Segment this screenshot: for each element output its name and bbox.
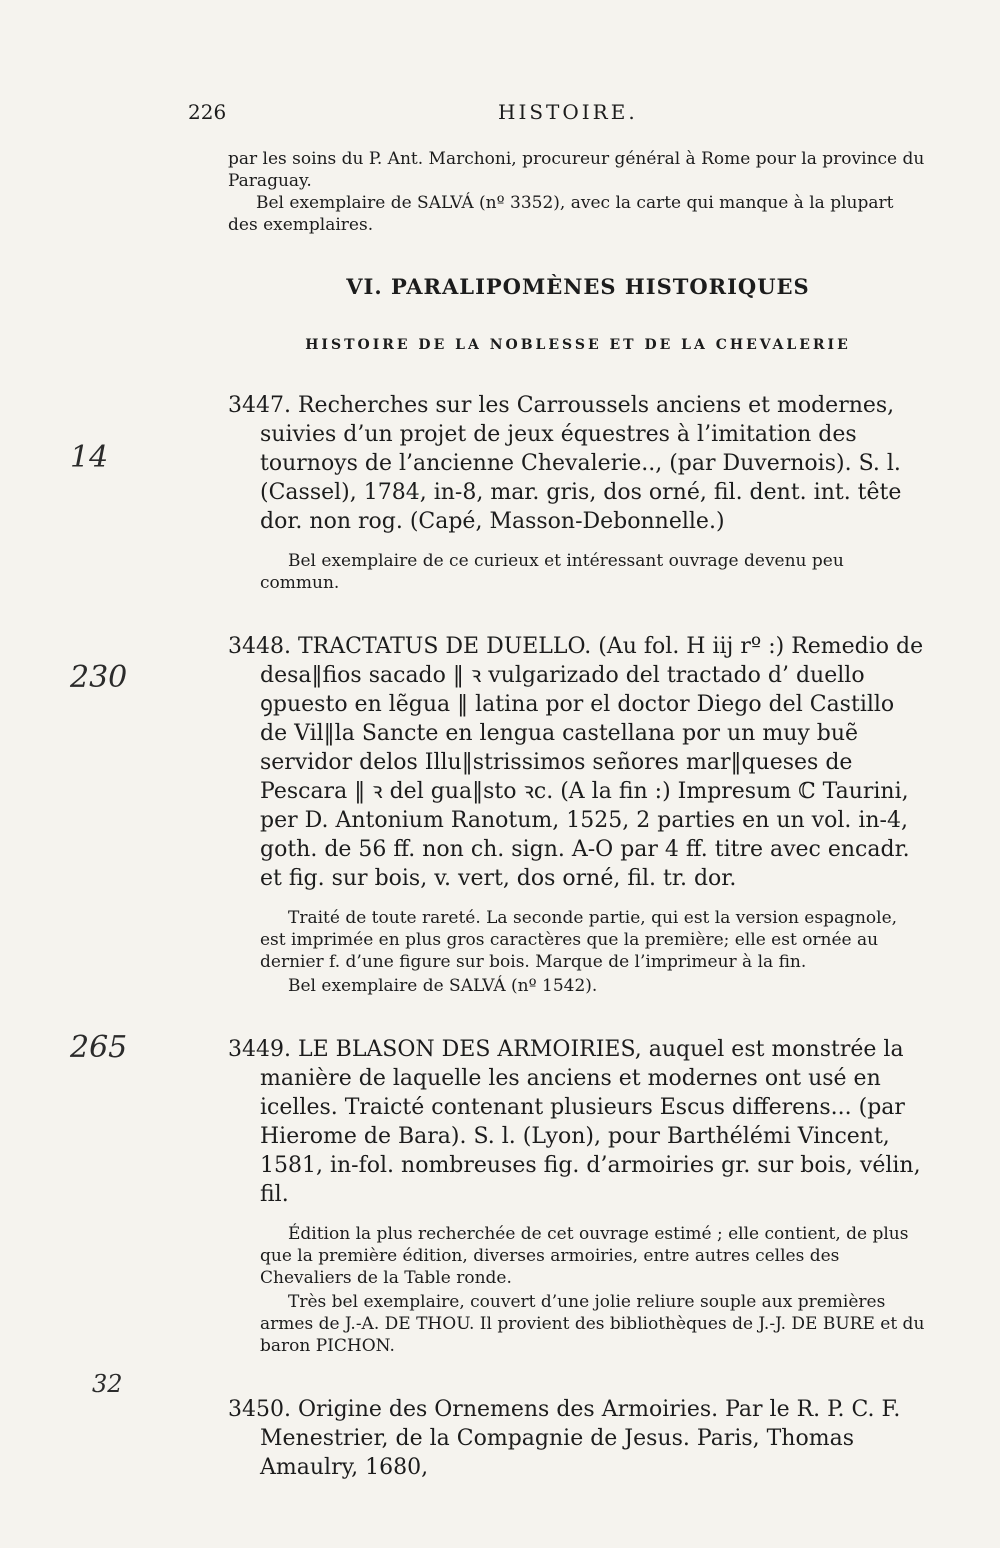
catalog-entry-3450: [228, 1395, 928, 1482]
intro-note: Bel exemplaire de SALVÁ (nº 3352), avec la carte qui manque à la plupart des exemplaires.: [228, 193, 894, 235]
entry-text: Origine des Ornemens des Armoiries. Par le R. P. C. F. Menestrier, de la Compagnie de Jesus. Paris, Thomas Amaulry, 1680,: [260, 1397, 901, 1480]
margin-price-3447: 14: [70, 440, 109, 475]
running-title: HISTOIRE.: [498, 100, 638, 124]
page-content: [228, 148, 928, 1482]
entry-notes: [260, 550, 928, 594]
catalog-entry-3449: [228, 1035, 928, 1357]
entry-text: TRACTATUS DE DUELLO. (Au fol. H iij rº :) Remedio de desa‖fios sacado ‖ ꝛ vulgarizado del tractado d’ duello ꝯpuesto en lẽgua ‖ latina por el doctor Diego del Castillo de Vil‖la Sancte en lengua castellana por un muy buẽ servidor delos Illu‖strissimos señores mar‖queses de Pescara ‖ ꝛ del gua‖sto ꝛc. (A la fin :) Impresum ℂ Taurini, per D. Antonium Ranotum, 1525, 2 parties en un vol. in-4, goth. de 56 ff. non ch. sign. A-O par 4 ff. titre avec encadr. et fig. sur bois, v. vert, dos orné, fil. tr. dor.: [260, 634, 924, 891]
entry-notes: [260, 1223, 928, 1357]
catalog-entry-3448: [228, 632, 928, 997]
entry-note: Traité de toute rareté. La seconde partie, qui est la version espagnole, est imprimée en plus gros caractères que la première; elle est ornée au dernier f. d’une figure sur bois. Marque de l’imprimeur à la fin.: [260, 908, 898, 972]
entry-note: Édition la plus recherchée de cet ouvrage estimé ; elle contient, de plus que la première édition, diverses armoiries, entre autres celles des Chevaliers de la Table ronde.: [260, 1224, 909, 1288]
section-title: VI. PARALIPOMÈNES HISTORIQUES: [346, 274, 810, 299]
entry-text: LE BLASON DES ARMOIRIES, auquel est monstrée la manière de laquelle les anciens et modernes ont usé en icelles. Traicté contenant plusieurs Escus differens... (par Hierome de Bara). S. l. (Lyon), pour Barthélémi Vincent, 1581, in-fol. nombreuses fig. d’armoiries gr. sur bois, vélin, fil.: [260, 1037, 921, 1207]
intro-continuation: par les soins du P. Ant. Marchoni, procureur général à Rome pour la province du Paraguay.: [228, 149, 925, 191]
entry-number: 3447.: [228, 393, 291, 418]
entry-number: 3450.: [228, 1397, 291, 1422]
entry-notes: [260, 907, 928, 997]
catalog-entry-3447: [228, 391, 928, 594]
margin-price-3449: 265: [70, 1030, 128, 1065]
margin-price-3450: 32: [92, 1370, 123, 1398]
subsection-title: HISTOIRE DE LA NOBLESSE ET DE LA CHEVALERIE: [305, 337, 851, 353]
entry-note: Bel exemplaire de ce curieux et intéressant ouvrage devenu peu commun.: [260, 551, 844, 593]
intro-block: [228, 148, 928, 236]
entry-number: 3448.: [228, 634, 291, 659]
margin-price-3448: 230: [70, 660, 128, 695]
entry-note: Très bel exemplaire, couvert d’une jolie reliure souple aux premières armes de J.-A. DE THOU. Il provient des bibliothèques de J.-J. DE BURE et du baron PICHON.: [260, 1292, 925, 1356]
entry-text: Recherches sur les Carroussels anciens et modernes, suivies d’un projet de jeux équestres à l’imitation des tournoys de l’ancienne Chevalerie.., (par Duvernois). S. l. (Cassel), 1784, in-8, mar. gris, dos orné, fil. dent. int. tête dor. non rog. (Capé, Masson-Debonnelle.): [260, 393, 902, 534]
running-head: [188, 100, 928, 130]
entry-number: 3449.: [228, 1037, 291, 1062]
page-number: 226: [188, 100, 227, 124]
entry-note: Bel exemplaire de SALVÁ (nº 1542).: [288, 976, 598, 996]
